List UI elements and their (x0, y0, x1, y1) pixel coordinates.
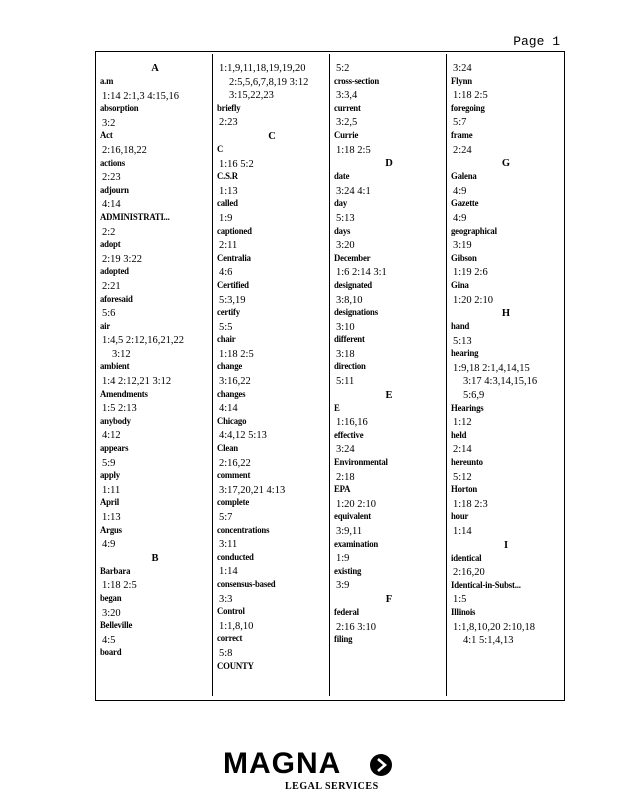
index-term: Currie (334, 130, 359, 141)
index-entry (217, 253, 327, 280)
index-entry (451, 62, 561, 76)
page-line-reference: 2:11 (219, 240, 238, 252)
index-entry (451, 403, 561, 430)
page-line-reference: 5:9 (102, 457, 116, 469)
index-term: consensus-based (217, 579, 276, 590)
index-term: certify (217, 308, 240, 319)
page-line-reference: 1:20 2:10 (336, 498, 376, 510)
index-term: designated (334, 280, 372, 291)
index-entry (217, 103, 327, 130)
index-term: aforesaid (100, 294, 133, 305)
index-term: Certified (217, 280, 249, 291)
index-term: a.m (100, 77, 114, 87)
page-line-reference: 1:1,8,10,20 2:10,18 (453, 621, 535, 633)
page-line-reference: 3:24 4:1 (336, 185, 371, 197)
index-entry (217, 226, 327, 253)
section-letter: A (151, 63, 159, 74)
index-entry (334, 103, 444, 130)
index-entry (217, 144, 327, 171)
index-term: different (334, 335, 365, 346)
index-term: frame (451, 130, 473, 141)
page-line-reference: 1:14 (453, 526, 472, 537)
page-line-reference: 5:11 (336, 376, 355, 388)
page-line-reference: 5:7 (219, 512, 233, 523)
index-term: began (100, 593, 122, 604)
index-entry (334, 334, 444, 361)
page-number: Page 1 (513, 34, 560, 49)
page-line-reference: 5:7 (453, 117, 467, 129)
index-term: Environmental (334, 458, 388, 469)
index-entry (451, 511, 561, 538)
page-line-reference: 5:5 (219, 321, 233, 333)
index-frame (95, 51, 565, 701)
page-line-reference: 4:9 (102, 539, 116, 551)
index-entry (100, 566, 210, 593)
index-entry (334, 484, 444, 511)
page-line-reference: 4:1 5:1,4,13 (463, 635, 514, 647)
index-entry (100, 212, 210, 239)
index-term: Gazette (451, 199, 479, 210)
index-term: complete (217, 498, 250, 509)
page-line-reference: 4:14 (102, 199, 121, 211)
page-line-reference: 1:14 (219, 566, 238, 578)
index-term: concentrations (217, 525, 270, 536)
index-entry (100, 130, 210, 157)
section-letter: D (385, 158, 393, 170)
page-line-reference: 2:23 (102, 172, 121, 184)
index-entry (100, 620, 210, 647)
page-line-reference: 3:8,10 (336, 294, 363, 306)
page-line-reference: 3:18 (336, 348, 355, 360)
index-term: hand (451, 322, 470, 333)
index-entry (451, 553, 561, 580)
index-entry (334, 361, 444, 388)
index-term: anybody (100, 416, 131, 427)
index-term: captioned (217, 226, 252, 237)
index-term: Galena (451, 172, 477, 183)
index-entry (451, 253, 561, 280)
index-term: change (217, 362, 243, 373)
page-line-reference: 1:5 (453, 594, 467, 606)
index-entry (100, 294, 210, 321)
index-entry (451, 280, 561, 307)
index-entry (334, 566, 444, 593)
index-entry (100, 443, 210, 470)
index-entry (334, 280, 444, 307)
index-entry (451, 103, 561, 130)
index-term: Belleville (100, 621, 133, 632)
index-term: Gina (451, 280, 469, 291)
index-entry (217, 661, 327, 675)
index-entry (451, 198, 561, 225)
page-line-reference: 3:3 (219, 593, 233, 605)
page-line-reference: 1:9 (219, 212, 233, 224)
index-entry (217, 361, 327, 388)
index-entry (451, 457, 561, 484)
index-term: held (451, 430, 467, 441)
page-line-reference: 3:9 (336, 580, 350, 592)
page-line-reference: 3:20 (336, 240, 355, 252)
page-line-reference: 1:13 (219, 185, 238, 197)
page-line-reference: 2:16,20 (453, 567, 485, 579)
index-term: effective (334, 430, 364, 441)
index-term: conducted (217, 552, 254, 563)
index-term: ADMINISTRATI... (100, 212, 170, 223)
index-column-3 (334, 62, 444, 696)
page-line-reference: 2:16,18,22 (102, 144, 147, 156)
page-line-reference: 1:4 2:12,21 3:12 (102, 376, 172, 388)
index-entry (217, 443, 327, 470)
page-line-reference: 3:2,5 (336, 117, 358, 129)
index-term: days (334, 226, 351, 237)
index-entry (334, 226, 444, 253)
index-term: current (334, 103, 361, 114)
page-line-reference: 1:18 2:3 (453, 498, 488, 510)
index-entry (217, 606, 327, 633)
index-entry (451, 226, 561, 253)
page-line-reference: 2:18 (336, 471, 355, 483)
index-entry (451, 76, 561, 103)
index-entry (217, 62, 327, 103)
page-line-reference: 2:24 (453, 144, 472, 156)
page-line-reference: 4:14 (219, 403, 238, 415)
index-term: C (217, 144, 224, 155)
index-entry (217, 416, 327, 443)
page-line-reference: 1:18 2:5 (453, 90, 488, 102)
logo-arrow-icon (370, 754, 392, 776)
section-letter: C (268, 130, 276, 142)
index-entry (334, 403, 444, 430)
index-term: filing (334, 635, 353, 646)
index-term: comment (217, 471, 251, 482)
index-column-4 (451, 62, 561, 696)
index-term: Barbara (100, 566, 131, 577)
index-entry (217, 552, 327, 579)
index-term: correct (217, 634, 243, 645)
index-term: Illinois (451, 607, 476, 618)
page-line-reference: 2:16 3:10 (336, 621, 376, 633)
index-term: April (100, 498, 119, 509)
index-entry (334, 171, 444, 198)
index-term: day (334, 199, 348, 210)
column-divider (212, 54, 213, 696)
page-line-reference: 1:16 5:2 (219, 158, 254, 170)
page-line-reference: 3:11 (219, 539, 238, 551)
index-term: direction (334, 362, 366, 373)
index-term: hearing (451, 349, 479, 360)
page-line-reference: 3:24 (453, 63, 472, 74)
index-entry (100, 239, 210, 266)
page-line-reference: 4:5 (102, 634, 116, 646)
index-entry (217, 633, 327, 660)
logo-tagline: LEGAL SERVICES (285, 781, 379, 792)
index-term: examination (334, 539, 379, 550)
index-entry (100, 647, 210, 661)
index-term: called (217, 199, 238, 210)
index-term: changes (217, 389, 246, 400)
index-entry (451, 430, 561, 457)
page-line-reference: 3:24 (336, 444, 355, 456)
index-term: cross-section (334, 76, 380, 87)
index-term: adopted (100, 267, 129, 278)
page-line-reference: 1:1,9,11,18,19,19,20 (219, 63, 306, 74)
page-line-reference: 5:3,19 (219, 294, 246, 306)
page-line-reference: 3:17 4:3,14,15,16 (463, 376, 538, 388)
index-entry (100, 185, 210, 212)
index-column-1 (100, 62, 210, 696)
index-term: foregoing (451, 103, 485, 114)
index-entry (334, 539, 444, 566)
index-entry (334, 62, 444, 76)
index-entry (334, 76, 444, 103)
index-entry (217, 525, 327, 552)
page-line-reference: 5:12 (453, 471, 472, 483)
index-entry (334, 634, 444, 648)
index-term: briefly (217, 103, 241, 114)
index-entry (334, 130, 444, 157)
index-term: COUNTY (217, 661, 254, 672)
index-term: E (334, 403, 340, 414)
index-term: appears (100, 444, 129, 455)
index-term: adopt (100, 240, 121, 251)
index-term: Gibson (451, 253, 477, 264)
index-entry (100, 76, 210, 103)
index-entry (100, 361, 210, 388)
index-entry (451, 130, 561, 157)
index-term: Argus (100, 525, 122, 536)
page-line-reference: 5:6 (102, 308, 116, 320)
page-line-reference: 1:18 2:5 (102, 580, 137, 592)
page-line-reference: 4:12 (102, 430, 121, 442)
index-term: EPA (334, 485, 351, 496)
page-line-reference: 5:8 (219, 647, 233, 659)
index-term: absorption (100, 104, 139, 115)
page-line-reference: 1:20 2:10 (453, 294, 493, 306)
index-term: adjourn (100, 185, 129, 196)
page-line-reference: 3:2 (102, 117, 116, 129)
page-line-reference: 1:5 2:13 (102, 403, 137, 415)
page-line-reference: 3:3,4 (336, 90, 358, 102)
index-term: federal (334, 607, 359, 618)
page-line-reference: 1:9 (336, 553, 350, 565)
page-line-reference: 1:13 (102, 512, 121, 523)
page-line-reference: 1:16,16 (336, 417, 368, 429)
page-line-reference: 3:19 (453, 240, 472, 252)
section-letter: H (501, 308, 511, 320)
page-line-reference: 4:9 (453, 185, 467, 197)
index-entry (100, 525, 210, 552)
index-entry (100, 389, 210, 416)
index-entry (217, 470, 327, 497)
index-entry (451, 321, 561, 348)
page-line-reference: 2:21 (102, 280, 121, 292)
index-term: board (100, 648, 122, 659)
index-entry (217, 389, 327, 416)
section-letter: G (501, 158, 511, 170)
page-line-reference: 2:23 (219, 117, 238, 129)
page-line-reference: 3:16,22 (219, 376, 251, 388)
index-term: Clean (217, 444, 238, 455)
index-entry (100, 497, 210, 524)
index-term: hereunto (451, 458, 483, 469)
page-line-reference: 5:13 (453, 335, 472, 347)
index-entry (451, 171, 561, 198)
index-entry (334, 198, 444, 225)
page-line-reference: 1:4,5 2:12,16,21,22 (102, 335, 184, 347)
index-entry (217, 307, 327, 334)
section-letter: E (385, 389, 393, 401)
index-entry (100, 158, 210, 185)
index-term: chair (217, 335, 236, 346)
page-line-reference: 3:12 (112, 348, 131, 360)
index-term: designations (334, 308, 378, 319)
index-term: geographical (451, 226, 497, 237)
index-term: ambient (100, 362, 130, 373)
logo-wordmark: MAGNA (223, 747, 342, 780)
index-entry (334, 607, 444, 634)
index-term: identical (451, 553, 482, 564)
index-entry (100, 470, 210, 497)
index-term: equivalent (334, 512, 372, 523)
index-entry (451, 607, 561, 648)
index-entry (217, 280, 327, 307)
column-divider (329, 54, 330, 696)
section-letter: F (385, 593, 393, 605)
page-line-reference: 4:9 (453, 212, 467, 224)
index-term: Identical-in-Subst... (451, 580, 521, 591)
page-line-reference: 1:9,18 2:1,4,14,15 (453, 362, 530, 374)
index-term: Hearings (451, 403, 484, 414)
page-line-reference: 1:11 (102, 484, 121, 496)
index-entry (100, 416, 210, 443)
index-entry (451, 348, 561, 402)
page-line-reference: 3:20 (102, 607, 121, 619)
page-line-reference: 2:16,22 (219, 457, 251, 469)
index-entry (451, 580, 561, 607)
page-line-reference: 1:18 2:5 (336, 144, 371, 156)
index-entry (217, 171, 327, 198)
index-entry (334, 457, 444, 484)
page-line-reference: 3:10 (336, 321, 355, 333)
page-line-reference: 4:6 (219, 267, 233, 279)
index-term: December (334, 253, 371, 264)
index-term: Chicago (217, 416, 247, 427)
index-term: hour (451, 512, 469, 523)
page-line-reference: 1:18 2:5 (219, 348, 254, 360)
index-column-2 (217, 62, 327, 696)
index-term: air (100, 321, 111, 332)
index-entry (334, 511, 444, 538)
magna-logo (223, 746, 395, 794)
index-term: apply (100, 471, 120, 482)
index-entry (334, 253, 444, 280)
page-line-reference: 3:9,11 (336, 526, 363, 537)
index-term: Centralia (217, 253, 251, 264)
index-entry (217, 497, 327, 524)
page-line-reference: 4:4,12 5:13 (219, 430, 267, 442)
section-letter: I (503, 539, 509, 551)
page-line-reference: 2:19 3:22 (102, 253, 142, 265)
index-term: date (334, 172, 350, 183)
page-line-reference: 5:6,9 (463, 390, 485, 402)
index-term: Horton (451, 485, 478, 496)
index-term: Control (217, 607, 245, 618)
index-entry (100, 593, 210, 620)
index-term: Amendments (100, 389, 148, 400)
index-entry (100, 321, 210, 362)
page-line-reference: 1:1,8,10 (219, 620, 254, 632)
page-line-reference: 1:19 2:6 (453, 267, 488, 279)
page-line-reference: 2:2 (102, 226, 116, 238)
column-divider (446, 54, 447, 696)
page-line-reference: 1:12 (453, 417, 472, 429)
index-entry (217, 579, 327, 606)
index-term: actions (100, 158, 125, 169)
page-line-reference: 3:17,20,21 4:13 (219, 484, 286, 496)
index-entry (334, 307, 444, 334)
page-line-reference: 2:14 (453, 444, 472, 456)
index-term: Flynn (451, 76, 472, 87)
index-entry (100, 266, 210, 293)
page-line-reference: 1:14 2:1,3 4:15,16 (102, 90, 180, 102)
page-line-reference: 3:15,22,23 (229, 90, 274, 102)
index-entry (217, 334, 327, 361)
page-line-reference: 2:5,5,6,7,8,19 3:12 (229, 76, 309, 88)
index-entry (334, 430, 444, 457)
index-term: existing (334, 566, 362, 577)
index-term: Act (100, 131, 113, 142)
page-line-reference: 5:13 (336, 212, 355, 224)
index-entry (451, 484, 561, 511)
index-term: C.S.R (217, 172, 238, 183)
page-line-reference: 1:6 2:14 3:1 (336, 267, 387, 279)
page-line-reference: 5:2 (336, 63, 350, 74)
index-entry (100, 103, 210, 130)
section-letter: B (151, 552, 159, 564)
index-entry (217, 198, 327, 225)
